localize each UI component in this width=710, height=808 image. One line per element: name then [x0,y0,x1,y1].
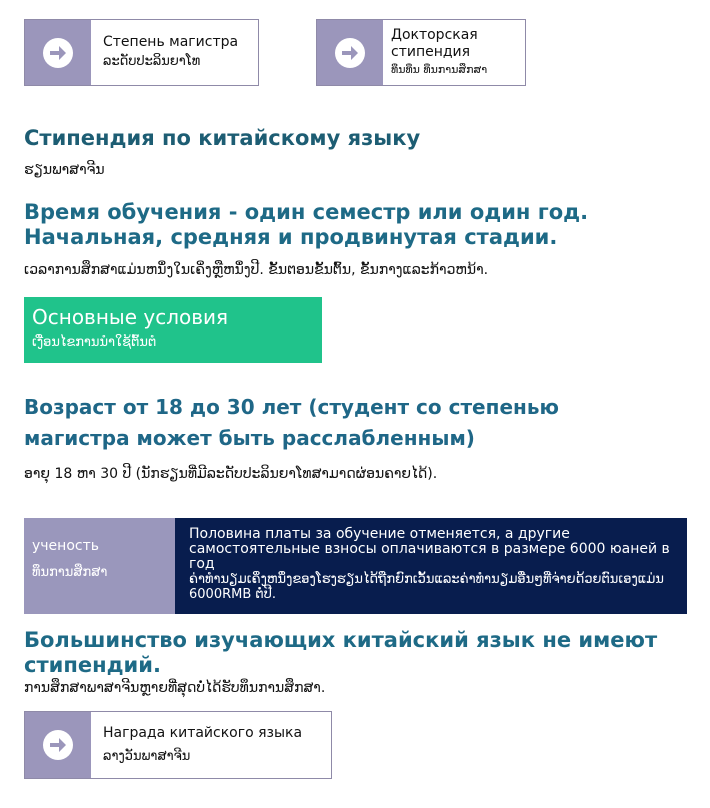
no-scholarship-note: Большинство изучающих китайский язык не имеют стипендий. [24,628,658,677]
doctoral-scholarship-label: Докторская стипендия [391,26,478,60]
masters-degree-label-lo: ລະດັບປະລິນຍາໂທ [103,54,201,69]
scholarship-description-box [175,518,687,614]
arrow-right-icon [43,38,73,68]
page-title: Стипендия по китайскому языку [24,126,421,150]
scholarship-label-lo: ທຶນການສຶກສາ [32,565,108,580]
main-conditions-box [24,297,322,363]
doctoral-scholarship-label-lo: ທຶນທຶນ ທຶນການສຶກສາ [391,62,488,76]
no-scholarship-note-lo: ການສຶກສາພາສາຈີນຫຼາຍທີ່ສຸດບໍ່ໄດ້ຮັບທຶນການສຶກສາ. [24,680,326,696]
scholarship-description: Половина платы за обучение отменяется, а другие самостоятельные взносы оплачиваются в размере 6000 юаней в год [189,526,670,572]
arrow-box [25,20,91,85]
main-conditions-label-lo: ເງື່ອນໄຂການນຳໃຊ້ຕົ້ນຕໍ [32,335,157,350]
page-title-lo: ຮຽນພາສາຈີນ [24,162,105,178]
chinese-language-award-label: Награда китайского языка [103,725,303,741]
arrow-box [317,20,383,85]
masters-degree-link[interactable] [24,19,259,86]
age-requirement-lo: ອາຍຸ 18 ຫາ 30 ປີ (ນັກຮຽນທີ່ມີລະດັບປະລິນຍາໂທສາມາດຜ່ອນຄາຍໄດ້). [24,466,438,482]
study-duration-heading: Время обучения - один семестр или один год. Начальная, средняя и продвинутая стадии. [24,200,589,249]
main-conditions-label: Основные условия [32,305,229,329]
masters-degree-label: Степень магистра [103,34,239,50]
scholarship-label-box [24,518,175,614]
scholarship-description-lo: ຄ່າທຳນຽມເຄິ່ງຫນຶ່ງຂອງໂຮງຮຽນໄດ້ຖືກຍົກເວັ້ນແລະຄ່າທຳນຽມອື່ນໆທີ່ຈ່າຍດ້ວຍຕົນເອງແມ່ນ 6000RMB ຕໍ່ປີ. [189,572,664,602]
arrow-box [25,712,91,778]
age-requirement-heading: Возраст от 18 до 30 лет (студент со степенью магистра может быть расслабленным) [24,395,559,450]
scholarship-label: ученость [32,538,99,554]
arrow-right-icon [335,38,365,68]
arrow-right-icon [43,730,73,760]
doctoral-scholarship-link[interactable] [316,19,526,86]
chinese-language-award-link[interactable] [24,711,332,779]
chinese-language-award-label-lo: ລາງວັນພາສາຈີນ [103,749,191,764]
study-duration-lo: ເວລາການສຶກສາແມ່ນຫນຶ່ງໃນເຄິ່ງຫຼືຫນຶ່ງປີ. ຂັ້ນຕອນຂັ້ນຕົ້ນ, ຂັ້ນກາງແລະກ້າວຫນ້າ. [24,262,489,278]
